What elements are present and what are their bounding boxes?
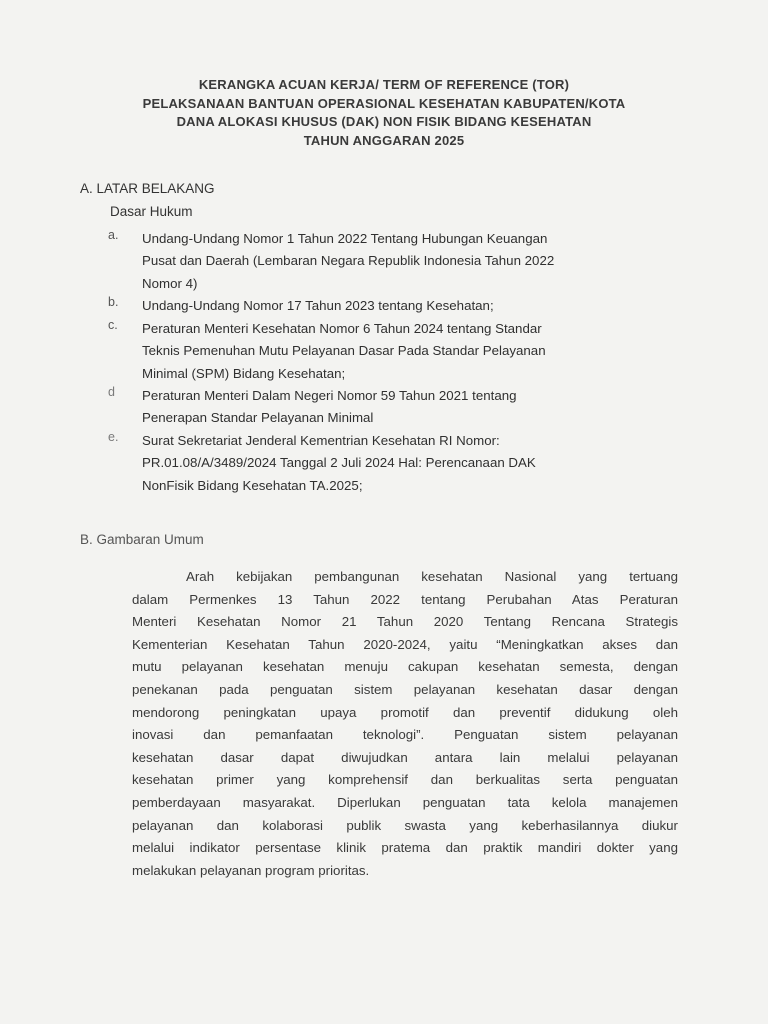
title-line-3: DANA ALOKASI KHUSUS (DAK) NON FISIK BIDANG KESEHATAN bbox=[176, 114, 592, 129]
paragraph-line: Menteri Kesehatan Nomor 21 Tahun 2020 Tentang Rencana Strategis bbox=[132, 614, 678, 630]
list-item-text bbox=[142, 385, 655, 430]
dasar-hukum-subheading: Dasar Hukum bbox=[110, 204, 193, 219]
paragraph-line: penekanan pada penguatan sistem pelayanan kesehatan dasar dengan bbox=[132, 681, 678, 697]
list-item-line: Peraturan Menteri Dalam Negeri Nomor 59 Tahun 2021 tentang bbox=[142, 388, 517, 403]
list-item-line: Minimal (SPM) Bidang Kesehatan; bbox=[142, 365, 346, 381]
title-line-4: TAHUN ANGGARAN 2025 bbox=[303, 132, 465, 148]
list-marker: b. bbox=[108, 295, 119, 309]
list-marker: d bbox=[108, 385, 115, 399]
list-item-line: Surat Sekretariat Jenderal Kementrian Kesehatan RI Nomor: bbox=[142, 433, 500, 448]
paragraph-line: pelayanan dan kolaborasi publik swasta yang keberhasilannya diukur bbox=[132, 817, 678, 833]
title-line-2: PELAKSANAAN BANTUAN OPERASIONAL KESEHATAN KABUPATEN/KOTA bbox=[142, 95, 626, 111]
list-item-line: Undang-Undang Nomor 1 Tahun 2022 Tentang Hubungan Keuangan bbox=[142, 231, 548, 246]
list-marker: e. bbox=[108, 430, 119, 444]
list-item-line: PR.01.08/A/3489/2024 Tanggal 2 Juli 2024 Hal: Perencanaan DAK bbox=[142, 455, 536, 471]
list-item-text bbox=[142, 228, 655, 295]
paragraph-line: pemberdayaan masyarakat. Diperlukan penguatan tata kelola manajemen bbox=[132, 794, 678, 810]
document-title bbox=[60, 76, 708, 150]
list-item-line: Teknis Pemenuhan Mutu Pelayanan Dasar Pada Standar Pelayanan bbox=[142, 343, 546, 359]
list-item-text bbox=[142, 318, 655, 385]
title-line-1: KERANGKA ACUAN KERJA/ TERM OF REFERENCE (TOR) bbox=[198, 77, 570, 92]
list-item-text bbox=[142, 295, 655, 317]
paragraph-line: melakukan pelayanan program prioritas. bbox=[132, 862, 370, 878]
paragraph-line: kesehatan dasar dapat diwujudkan antara lain melalui pelayanan bbox=[132, 749, 678, 765]
gambaran-umum-paragraph bbox=[132, 566, 678, 882]
list-item-text bbox=[142, 430, 655, 497]
list-item-line: Undang-Undang Nomor 17 Tahun 2023 tentang Kesehatan; bbox=[142, 298, 494, 313]
list-item-line: Peraturan Menteri Kesehatan Nomor 6 Tahun 2024 tentang Standar bbox=[142, 321, 542, 336]
paragraph-line: Arah kebijakan pembangunan kesehatan Nasional yang tertuang bbox=[186, 569, 678, 584]
list-item-line: Nomor 4) bbox=[142, 275, 198, 291]
paragraph-line: dalam Permenkes 13 Tahun 2022 tentang Perubahan Atas Peraturan bbox=[132, 591, 678, 607]
section-a-heading: A. LATAR BELAKANG bbox=[80, 181, 215, 196]
paragraph-line: inovasi dan pemanfaatan teknologi”. Penguatan sistem pelayanan bbox=[132, 727, 678, 743]
section-b-heading: B. Gambaran Umum bbox=[80, 532, 204, 547]
paragraph-line: kesehatan primer yang komprehensif dan berkualitas serta penguatan bbox=[132, 772, 678, 788]
list-marker: a. bbox=[108, 228, 119, 242]
paragraph-line: mendorong peningkatan upaya promotif dan preventif didukung oleh bbox=[132, 704, 678, 720]
list-marker: c. bbox=[108, 318, 118, 332]
list-item-line: NonFisik Bidang Kesehatan TA.2025; bbox=[142, 477, 363, 493]
paragraph-line: mutu pelayanan kesehatan menuju cakupan kesehatan semesta, dengan bbox=[132, 659, 678, 675]
paragraph-line: Kementerian Kesehatan Tahun 2020-2024, yaitu “Meningkatkan akses dan bbox=[132, 636, 678, 652]
list-item-line: Penerapan Standar Pelayanan Minimal bbox=[142, 410, 374, 426]
paragraph-line: melalui indikator persentase klinik pratema dan praktik mandiri dokter yang bbox=[132, 840, 678, 856]
list-item-line: Pusat dan Daerah (Lembaran Negara Republik Indonesia Tahun 2022 bbox=[142, 253, 555, 269]
